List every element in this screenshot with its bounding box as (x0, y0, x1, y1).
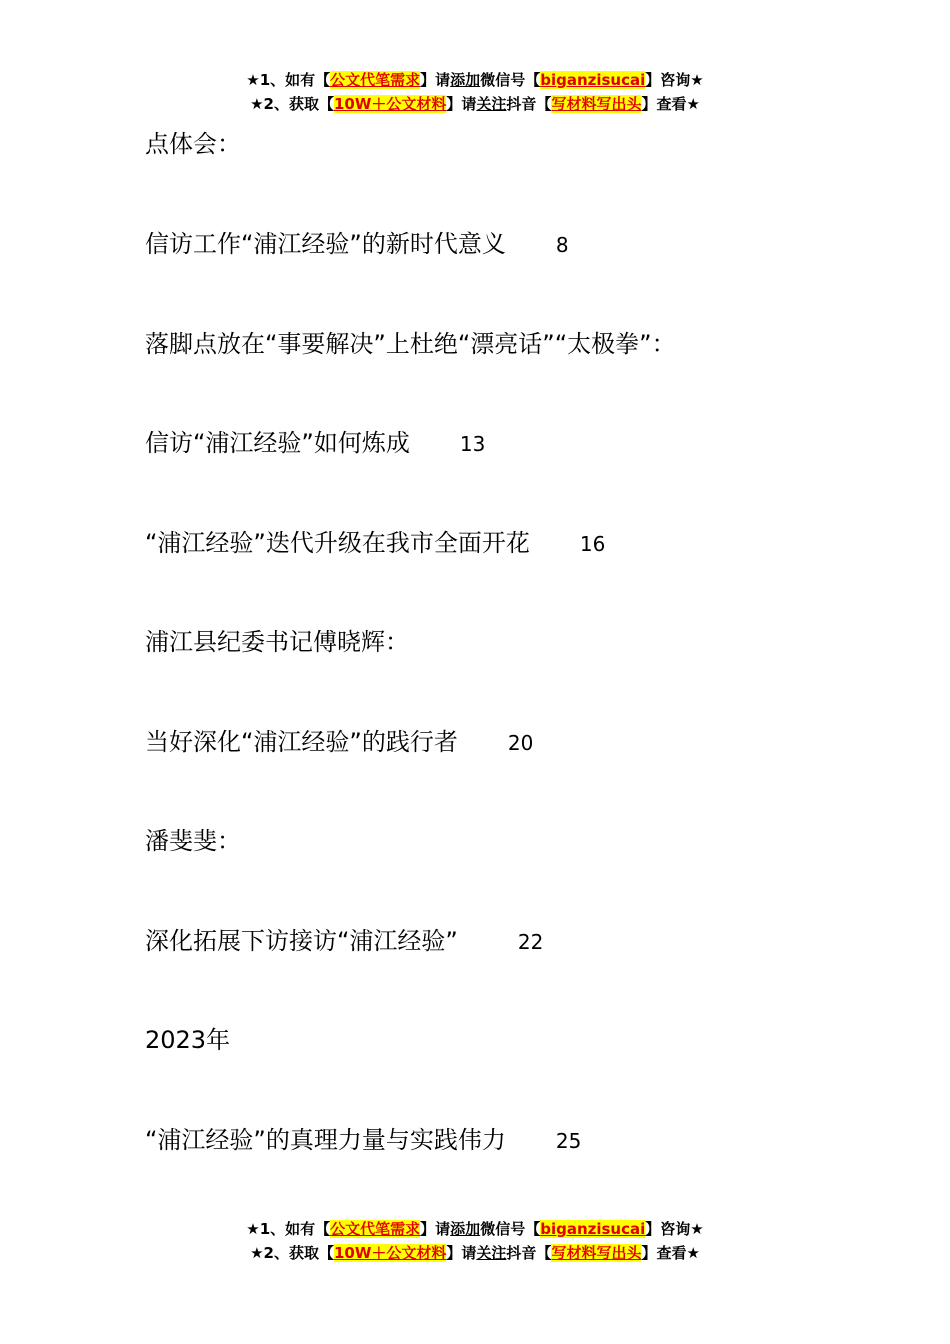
toc-page-number: 25 (555, 1129, 582, 1153)
header-banner (0, 68, 950, 116)
star-icon: ★ (250, 1244, 264, 1262)
toc-entry (145, 925, 543, 958)
star-icon: ★ (686, 95, 700, 113)
toc-entry (145, 626, 409, 658)
footer-banner (0, 1217, 950, 1265)
toc-page-number: 13 (459, 432, 486, 456)
toc-entry-text: 2023年 (145, 1026, 231, 1054)
toc-page-number: 20 (507, 731, 534, 755)
highlight-text: 公文代笔需求 (330, 1220, 421, 1238)
toc-entry-text: 深化拓展下访接访“浦江经验” (145, 927, 458, 955)
wechat-id: biganzisucai (540, 1220, 646, 1238)
banner-line-2: ★2、获取【10W＋公文材料】请关注抖音【写材料写出头】查看★ (250, 95, 700, 113)
star-icon: ★ (246, 71, 260, 89)
toc-entry (145, 825, 241, 857)
toc-entry-text: 落脚点放在“事要解决”上杜绝“漂亮话”“太极拳”： (145, 330, 676, 358)
toc-entry (145, 726, 533, 759)
toc-entry-text: 点体会： (145, 130, 241, 158)
toc-page-number: 16 (579, 532, 606, 556)
highlight-text: 10W＋公文材料 (333, 1244, 447, 1262)
toc-entry (145, 1124, 581, 1157)
toc-entry-text: 潘斐斐： (145, 827, 241, 855)
douyin-id: 写材料写出头 (551, 1244, 642, 1262)
toc-entry-text: “浦江经验”迭代升级在我市全面开花 (145, 529, 530, 557)
toc-entry (145, 527, 605, 560)
toc-entry (145, 228, 569, 261)
toc-entry (145, 328, 676, 360)
star-icon: ★ (690, 1220, 704, 1238)
toc-page-number: 8 (555, 233, 569, 257)
toc-entry-text: 当好深化“浦江经验”的践行者 (145, 728, 458, 756)
douyin-id: 写材料写出头 (551, 95, 642, 113)
highlight-text: 10W＋公文材料 (333, 95, 447, 113)
highlight-text: 公文代笔需求 (330, 71, 421, 89)
star-icon: ★ (686, 1244, 700, 1262)
toc-entry-text: 信访工作“浦江经验”的新时代意义 (145, 230, 506, 258)
toc-page-number: 22 (517, 930, 544, 954)
toc-entry-text: 信访“浦江经验”如何炼成 (145, 429, 410, 457)
star-icon: ★ (690, 71, 704, 89)
toc-entry-text: 浦江县纪委书记傅晓辉： (145, 628, 409, 656)
star-icon: ★ (246, 1220, 260, 1238)
wechat-id: biganzisucai (540, 71, 646, 89)
toc-entry (145, 1024, 230, 1056)
toc-entry (145, 427, 485, 460)
banner-line-1: ★1、如有【公文代笔需求】请添加微信号【biganzisucai】咨询★ (246, 71, 704, 89)
toc-entry (145, 128, 241, 160)
star-icon: ★ (250, 95, 264, 113)
banner-line-1: ★1、如有【公文代笔需求】请添加微信号【biganzisucai】咨询★ (246, 1220, 704, 1238)
banner-line-2: ★2、获取【10W＋公文材料】请关注抖音【写材料写出头】查看★ (250, 1244, 700, 1262)
toc-entry-text: “浦江经验”的真理力量与实践伟力 (145, 1126, 506, 1154)
